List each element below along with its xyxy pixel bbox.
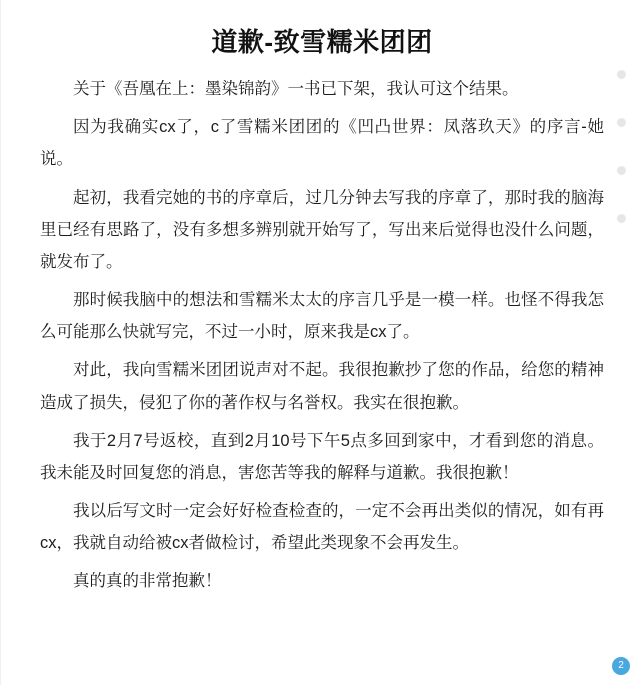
page-title: 道歉-致雪糯米团团 [211,27,433,57]
paragraph: 我于2月7号返校，直到2月10号下午5点多回到家中，才看到您的消息。我未能及时回复您的消息，害您苦等我的解释与道歉。我很抱歉！ [40,431,604,482]
article-body [40,73,604,598]
page-counter-badge[interactable]: 2 [612,657,630,675]
paragraph: 对此，我向雪糯米团团说声对不起。我很抱歉抄了您的作品，给您的精神造成了损失，侵犯了你的著作权与名誉权。我实在很抱歉。 [40,361,604,412]
paragraph: 关于《吾凰在上：墨染锦韵》一书已下架，我认可这个结果。 [73,80,519,98]
paragraph: 真的真的非常抱歉！ [73,572,222,591]
paragraph: 我以后写文时一定会好好检查检查的，一定不会再出类似的情况，如有再cx，我就自动给被cx者做检讨，希望此类现象不会再发生。 [40,502,604,553]
paragraph: 那时候我脑中的想法和雪糯米太太的序言几乎是一模一样。也怪不得我怎么可能那么快就写完，不过一小时，原来我是cx了。 [40,291,604,342]
paragraph: 因为我确实cx了，c了雪糯米团团的《凹凸世界：凤落玖天》的序言-她说。 [40,118,604,169]
paragraph: 起初，我看完她的书的序章后，过几分钟去写我的序章了，那时我的脑海里已经有思路了，没有多想多辨别就开始写了，写出来后觉得也没什么问题，就发布了。 [40,188,604,271]
